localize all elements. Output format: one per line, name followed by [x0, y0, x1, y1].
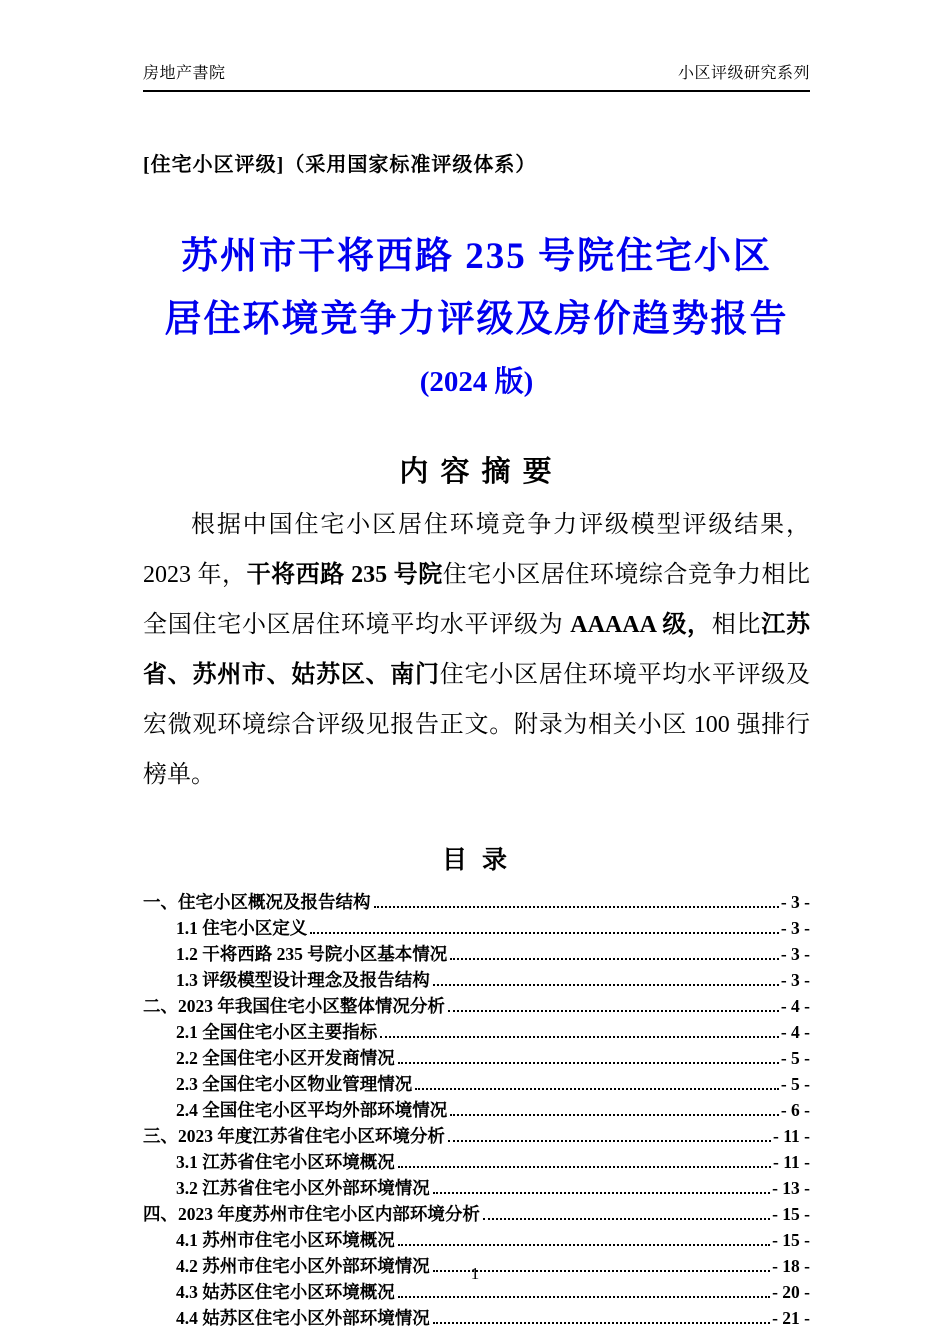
report-title [143, 225, 810, 413]
toc-entry-label: 4.1 苏州市住宅小区环境概况 [176, 1230, 395, 1250]
header-right-text: 小区评级研究系列 [677, 65, 810, 82]
toc-entry[interactable] [143, 1227, 810, 1253]
page-header [143, 60, 810, 92]
toc-entry-page-number: - 5 - [780, 1048, 810, 1068]
toc-entry-page-number: - 21 - [772, 1308, 810, 1328]
toc-entry-label: 1.3 评级模型设计理念及报告结构 [176, 970, 430, 990]
toc-entry-page-number: - 15 - [772, 1230, 810, 1250]
toc-dotted-leader [398, 1244, 770, 1246]
toc-dotted-leader [448, 1140, 771, 1142]
toc-entry-page-number: - 13 - [772, 1178, 810, 1198]
toc-entry-page-number: - 4 - [780, 1022, 810, 1042]
toc-entry-label: 4.4 姑苏区住宅小区外部环境情况 [176, 1308, 430, 1328]
toc-entry-label: 四、2023 年度苏州市住宅小区内部环境分析 [143, 1204, 480, 1224]
rating-system-note: [住宅小区评级]（采用国家标准评级体系） [143, 154, 537, 176]
header-left-text: 房地产書院 [143, 65, 226, 82]
toc-entry[interactable] [143, 1019, 810, 1045]
toc-entry-label: 二、2023 年我国住宅小区整体情况分析 [143, 996, 445, 1016]
toc-entry-label: 3.2 江苏省住宅小区外部环境情况 [176, 1178, 430, 1198]
toc-entry-page-number: - 18 - [772, 1256, 810, 1276]
toc-dotted-leader [380, 1036, 779, 1038]
toc-entry-label: 1.2 干将西路 235 号院小区基本情况 [176, 944, 448, 964]
toc-entry-page-number: - 11 - [773, 1152, 810, 1172]
toc-entry[interactable] [143, 1175, 810, 1201]
toc-dotted-leader [415, 1088, 779, 1090]
toc-entry-page-number: - 3 - [780, 944, 810, 964]
abstract-text-segment: 住宅小区居住环境平均水平评级及宏微观环境综合评级见报告正文。附录为相关小区 100 强排行榜单。 [143, 662, 811, 788]
toc-entry[interactable] [143, 1305, 810, 1331]
toc-entry[interactable] [143, 1149, 810, 1175]
toc-entry[interactable] [143, 993, 810, 1019]
toc-dotted-leader [483, 1218, 770, 1220]
toc-entry-page-number: - 3 - [780, 918, 810, 938]
toc-entry-page-number: - 5 - [780, 1074, 810, 1094]
toc-entry-page-number: - 3 - [780, 970, 810, 990]
toc-entry-label: 1.1 住宅小区定义 [176, 918, 308, 938]
toc-dotted-leader [433, 1322, 770, 1324]
toc-entry-page-number: - 3 - [780, 892, 810, 912]
toc-entry[interactable] [143, 915, 810, 941]
toc-dotted-leader [374, 906, 779, 908]
toc-entry[interactable] [143, 889, 810, 915]
toc-entry-label: 4.2 苏州市住宅小区外部环境情况 [176, 1256, 430, 1276]
report-title-line-1: 苏州市干将西路 235 号院住宅小区 [181, 236, 772, 277]
toc-entry-label: 三、2023 年度江苏省住宅小区环境分析 [143, 1126, 445, 1146]
abstract-text-segment: 根据中国住宅小区居住环境竞争力评级模型评级结果，2023 年， [143, 512, 810, 588]
toc-dotted-leader [398, 1062, 779, 1064]
toc-entry[interactable] [143, 1045, 810, 1071]
abstract-text-segment: 相比 [711, 612, 762, 638]
toc-dotted-leader [450, 1114, 779, 1116]
toc-dotted-leader [398, 1296, 770, 1298]
toc-entry-page-number: - 11 - [773, 1126, 810, 1146]
toc-entry[interactable] [143, 1201, 810, 1227]
toc-entry[interactable] [143, 967, 810, 993]
page-number: 1 [470, 1264, 480, 1283]
abstract-text-segment: AAAAA 级， [570, 612, 712, 638]
toc-entry[interactable] [143, 1097, 810, 1123]
toc-heading: 目 录 [442, 846, 511, 874]
toc-entry-label: 2.2 全国住宅小区开发商情况 [176, 1048, 395, 1068]
toc-entry-label: 3.1 江苏省住宅小区环境概况 [176, 1152, 395, 1172]
toc-dotted-leader [448, 1010, 779, 1012]
report-title-version: (2024 版) [419, 366, 534, 398]
toc-entry-page-number: - 4 - [780, 996, 810, 1016]
toc-dotted-leader [310, 932, 779, 934]
toc-entry[interactable] [143, 1071, 810, 1097]
toc-dotted-leader [433, 984, 779, 986]
toc-entry-page-number: - 15 - [772, 1204, 810, 1224]
toc-dotted-leader [450, 958, 779, 960]
toc-entry-label: 2.1 全国住宅小区主要指标 [176, 1022, 378, 1042]
toc-entry-label: 2.4 全国住宅小区平均外部环境情况 [176, 1100, 448, 1120]
toc-entry[interactable] [143, 1123, 810, 1149]
abstract-heading: 内 容 摘 要 [399, 456, 554, 488]
toc-entry-page-number: - 20 - [772, 1282, 810, 1302]
toc-entry-page-number: - 6 - [780, 1100, 810, 1120]
abstract-text-segment: 干将西路 235 号院 [246, 562, 443, 588]
toc-dotted-leader [398, 1166, 771, 1168]
toc-dotted-leader [433, 1192, 770, 1194]
report-title-line-2: 居住环境竞争力评级及房价趋势报告 [164, 299, 789, 340]
toc-entry-label: 4.3 姑苏区住宅小区环境概况 [176, 1282, 395, 1302]
toc-entry-label: 一、住宅小区概况及报告结构 [143, 892, 371, 912]
abstract-text-segment: 住宅小区居住环境综合竞争力相比全国住宅小区居住环境平均水平评级为 [143, 562, 811, 638]
toc-entry-label: 2.3 全国住宅小区物业管理情况 [176, 1074, 413, 1094]
abstract-text-segment: 江苏省、苏州市、姑苏区、南门 [143, 612, 811, 688]
abstract-paragraph [143, 500, 810, 800]
toc-entry[interactable] [143, 941, 810, 967]
